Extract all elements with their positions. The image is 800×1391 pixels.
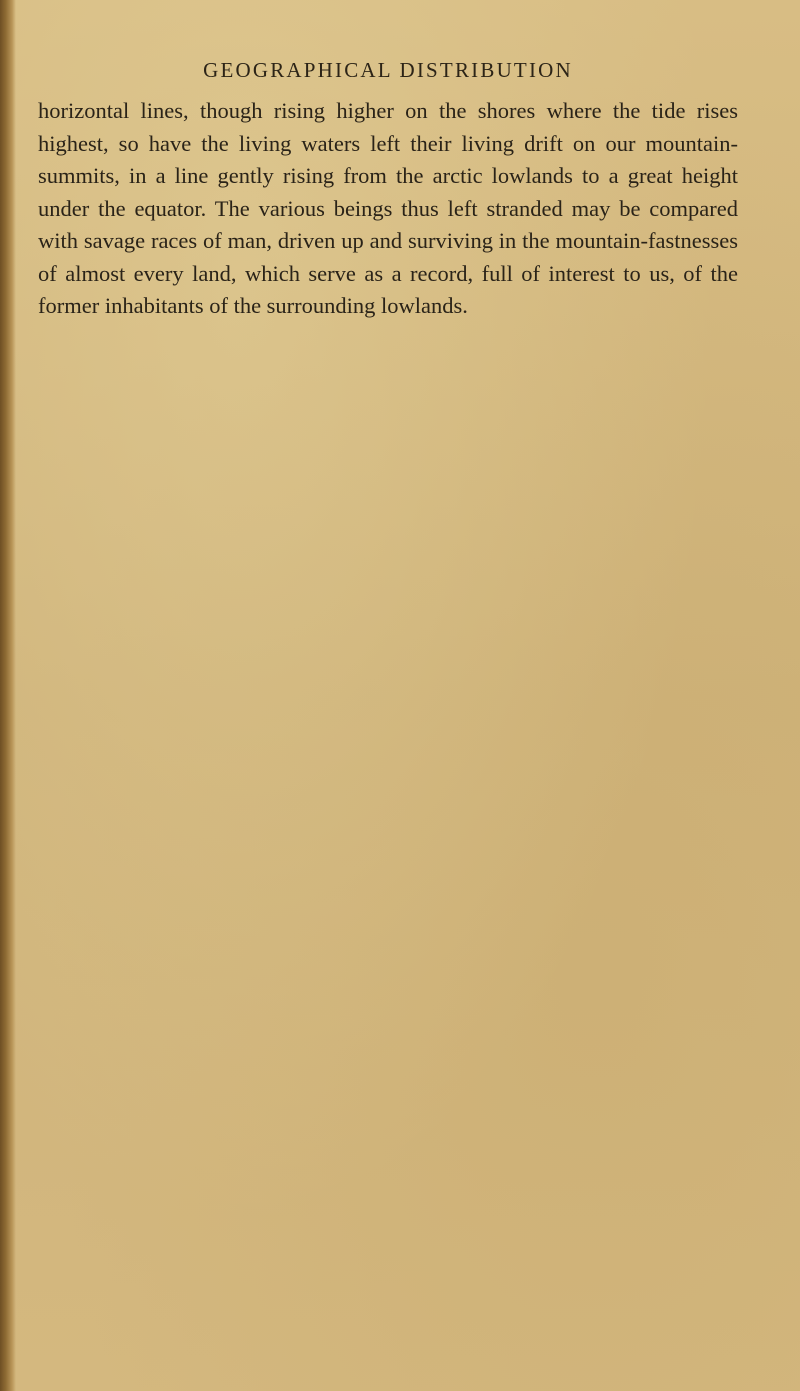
running-head: GEOGRAPHICAL DISTRIBUTION [203,58,573,82]
book-binding-edge [0,0,16,1391]
body-paragraph: horizontal lines, though rising higher on the shores where the tide rises highest, so have the living waters left their living drift on our mountain-summits, in a line gently rising from the arctic lowlands to a great height under the equator. The various beings thus left stranded may be compared with savage races of man, driven up and surviving in the mountain-fastnesses of almost every land, which serve as a record, full of interest to us, of the former inhabitants of the surrounding lowlands. [38,98,738,318]
book-page [38,58,738,323]
